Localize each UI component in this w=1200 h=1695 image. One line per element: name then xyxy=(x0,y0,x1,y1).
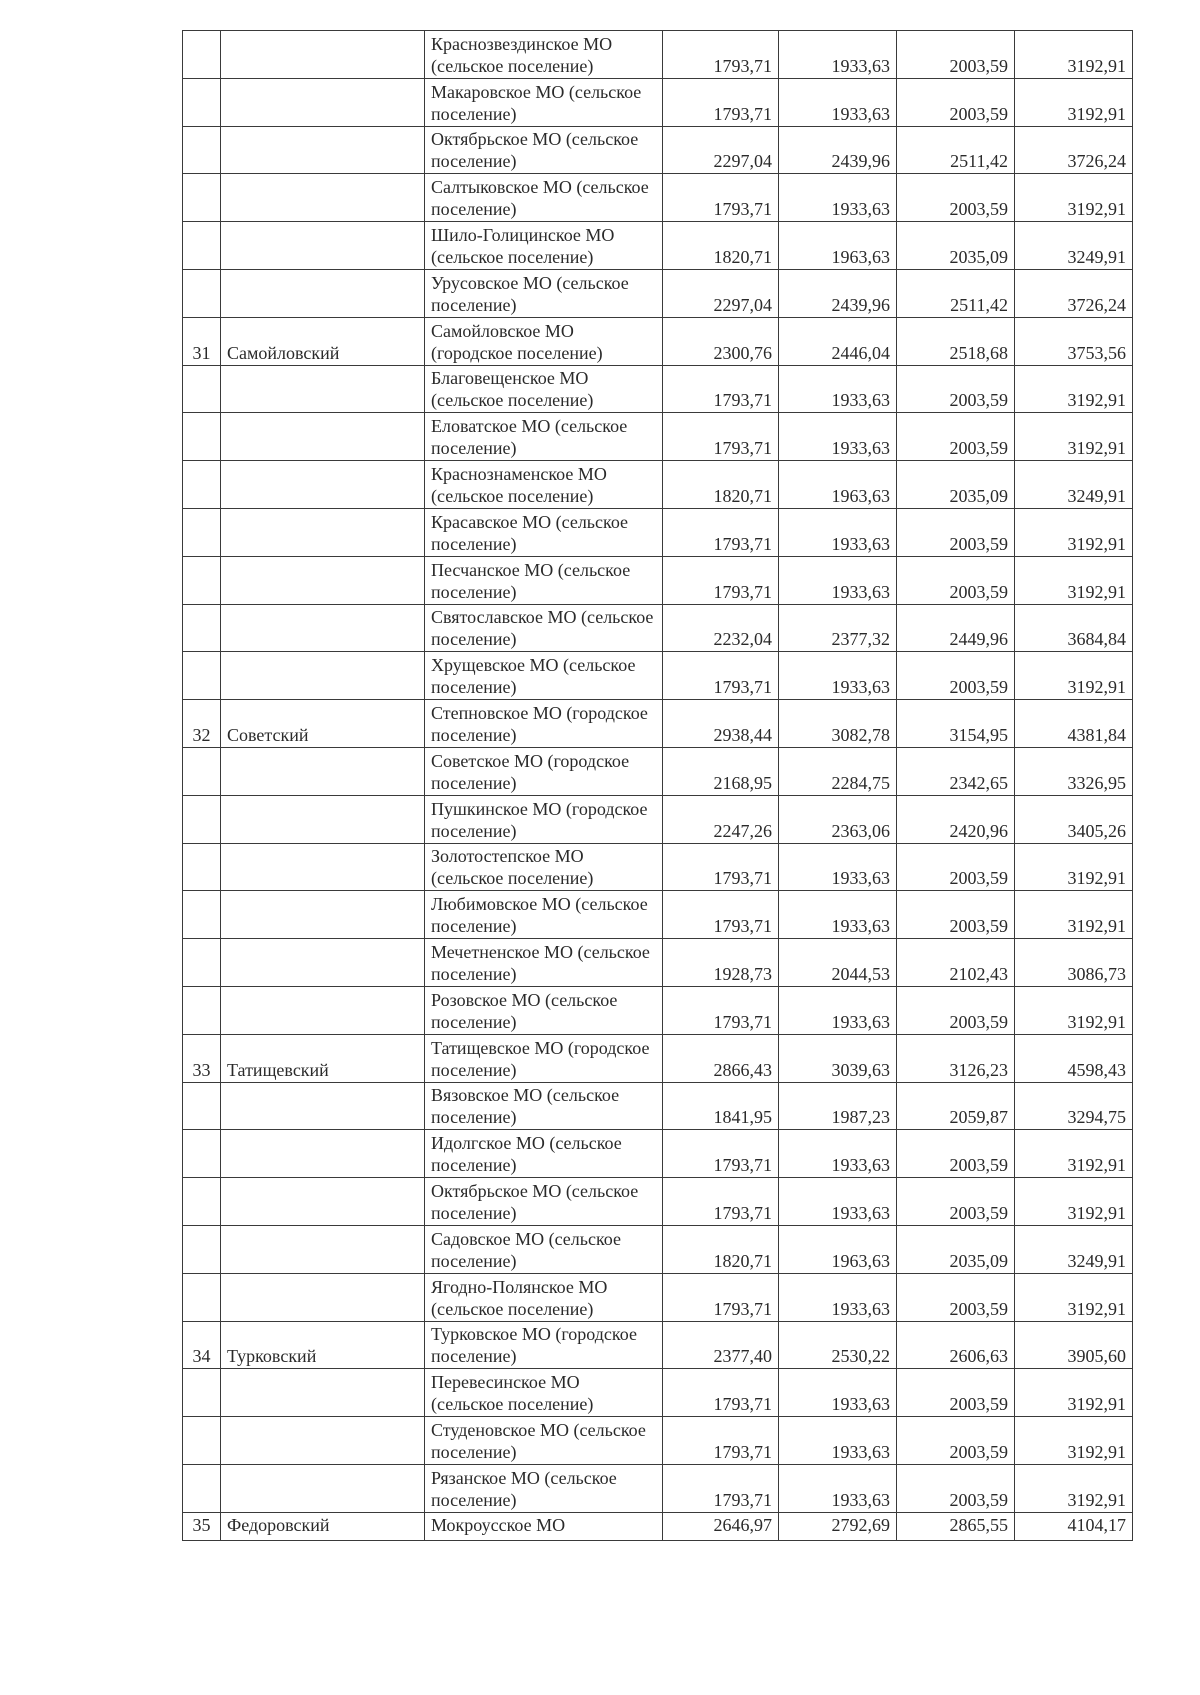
value-cell-4: 3726,24 xyxy=(1015,269,1133,317)
value-cell-1: 1793,71 xyxy=(663,78,779,126)
table-row xyxy=(183,461,1133,509)
value-cell-1: 1793,71 xyxy=(663,413,779,461)
row-number-cell xyxy=(183,269,221,317)
value-cell-4: 3192,91 xyxy=(1015,843,1133,891)
value-cell-3: 3126,23 xyxy=(897,1034,1015,1082)
value-cell-2: 1933,63 xyxy=(779,891,897,939)
value-cell-1: 1793,71 xyxy=(663,843,779,891)
row-number-cell xyxy=(183,604,221,652)
value-cell-3: 2003,59 xyxy=(897,413,1015,461)
value-cell-2: 2446,04 xyxy=(779,317,897,365)
table-row xyxy=(183,365,1133,413)
district-cell xyxy=(221,652,425,700)
value-cell-1: 1793,71 xyxy=(663,508,779,556)
district-cell xyxy=(221,1273,425,1321)
table-row xyxy=(183,843,1133,891)
value-cell-1: 1793,71 xyxy=(663,1178,779,1226)
district-cell xyxy=(221,1417,425,1465)
district-cell xyxy=(221,986,425,1034)
value-cell-1: 1793,71 xyxy=(663,986,779,1034)
district-cell xyxy=(221,126,425,174)
row-number-cell xyxy=(183,747,221,795)
value-cell-4: 3249,91 xyxy=(1015,461,1133,509)
district-cell: Советский xyxy=(221,700,425,748)
municipality-cell: Советское МО (городское поселение) xyxy=(425,747,663,795)
value-cell-3: 2035,09 xyxy=(897,1225,1015,1273)
row-number-cell xyxy=(183,795,221,843)
value-cell-3: 2003,59 xyxy=(897,1178,1015,1226)
value-cell-4: 3294,75 xyxy=(1015,1082,1133,1130)
value-cell-4: 3192,91 xyxy=(1015,986,1133,1034)
row-number-cell xyxy=(183,843,221,891)
value-cell-3: 2518,68 xyxy=(897,317,1015,365)
district-cell xyxy=(221,747,425,795)
row-number-cell xyxy=(183,365,221,413)
value-cell-2: 1933,63 xyxy=(779,652,897,700)
value-cell-1: 1793,71 xyxy=(663,556,779,604)
value-cell-2: 2377,32 xyxy=(779,604,897,652)
table-row xyxy=(183,1464,1133,1512)
value-cell-2: 1933,63 xyxy=(779,1369,897,1417)
district-cell xyxy=(221,556,425,604)
table-row xyxy=(183,1130,1133,1178)
row-number-cell xyxy=(183,78,221,126)
value-cell-2: 1933,63 xyxy=(779,1178,897,1226)
table-row xyxy=(183,652,1133,700)
value-cell-3: 2003,59 xyxy=(897,1369,1015,1417)
value-cell-3: 2003,59 xyxy=(897,556,1015,604)
value-cell-2: 1933,63 xyxy=(779,1273,897,1321)
value-cell-4: 3192,91 xyxy=(1015,1273,1133,1321)
value-cell-1: 2232,04 xyxy=(663,604,779,652)
value-cell-4: 3192,91 xyxy=(1015,1178,1133,1226)
value-cell-1: 1793,71 xyxy=(663,31,779,79)
value-cell-2: 2439,96 xyxy=(779,126,897,174)
value-cell-2: 1963,63 xyxy=(779,222,897,270)
row-number-cell xyxy=(183,1417,221,1465)
value-cell-1: 1793,71 xyxy=(663,891,779,939)
municipality-cell: Степновское МО (городское поселение) xyxy=(425,700,663,748)
value-cell-3: 2420,96 xyxy=(897,795,1015,843)
value-cell-3: 2003,59 xyxy=(897,1273,1015,1321)
value-cell-4: 3192,91 xyxy=(1015,78,1133,126)
row-number-cell xyxy=(183,126,221,174)
value-cell-2: 1933,63 xyxy=(779,986,897,1034)
value-cell-3: 2342,65 xyxy=(897,747,1015,795)
municipality-cell: Розовское МО (сельское поселение) xyxy=(425,986,663,1034)
value-cell-2: 1933,63 xyxy=(779,1464,897,1512)
value-cell-4: 3192,91 xyxy=(1015,652,1133,700)
value-cell-3: 2003,59 xyxy=(897,31,1015,79)
municipality-cell: Краснознаменское МО (сельское поселение) xyxy=(425,461,663,509)
value-cell-2: 2792,69 xyxy=(779,1512,897,1540)
table-row xyxy=(183,795,1133,843)
value-cell-2: 1933,63 xyxy=(779,1417,897,1465)
value-cell-3: 2003,59 xyxy=(897,986,1015,1034)
municipality-cell: Благовещенское МО (сельское поселение) xyxy=(425,365,663,413)
district-cell xyxy=(221,1178,425,1226)
district-cell: Федоровский xyxy=(221,1512,425,1540)
row-number-cell xyxy=(183,413,221,461)
row-number-cell xyxy=(183,508,221,556)
value-cell-3: 2003,59 xyxy=(897,508,1015,556)
value-cell-4: 3905,60 xyxy=(1015,1321,1133,1369)
value-cell-3: 2003,59 xyxy=(897,891,1015,939)
district-cell xyxy=(221,1369,425,1417)
value-cell-4: 4381,84 xyxy=(1015,700,1133,748)
value-cell-4: 3726,24 xyxy=(1015,126,1133,174)
value-cell-4: 4104,17 xyxy=(1015,1512,1133,1540)
municipality-cell: Хрущевское МО (сельское поселение) xyxy=(425,652,663,700)
district-cell xyxy=(221,939,425,987)
value-cell-1: 1820,71 xyxy=(663,461,779,509)
municipality-cell: Октябрьское МО (сельское поселение) xyxy=(425,1178,663,1226)
value-cell-4: 3192,91 xyxy=(1015,556,1133,604)
value-cell-3: 2003,59 xyxy=(897,652,1015,700)
value-cell-2: 3082,78 xyxy=(779,700,897,748)
table-row xyxy=(183,891,1133,939)
value-cell-3: 2449,96 xyxy=(897,604,1015,652)
value-cell-3: 2003,59 xyxy=(897,843,1015,891)
municipality-cell: Еловатское МО (сельское поселение) xyxy=(425,413,663,461)
value-cell-2: 3039,63 xyxy=(779,1034,897,1082)
municipality-cell: Татищевское МО (городское поселение) xyxy=(425,1034,663,1082)
district-cell xyxy=(221,365,425,413)
value-cell-1: 2247,26 xyxy=(663,795,779,843)
tariff-table xyxy=(182,30,1133,1541)
municipality-cell: Ягодно-Полянское МО (сельское поселение) xyxy=(425,1273,663,1321)
value-cell-1: 2646,97 xyxy=(663,1512,779,1540)
value-cell-1: 2377,40 xyxy=(663,1321,779,1369)
value-cell-3: 3154,95 xyxy=(897,700,1015,748)
value-cell-4: 3192,91 xyxy=(1015,413,1133,461)
municipality-cell: Мечетненское МО (сельское поселение) xyxy=(425,939,663,987)
value-cell-1: 1793,71 xyxy=(663,1417,779,1465)
municipality-cell: Пушкинское МО (городское поселение) xyxy=(425,795,663,843)
table-row xyxy=(183,556,1133,604)
district-cell xyxy=(221,795,425,843)
value-cell-3: 2511,42 xyxy=(897,126,1015,174)
municipality-cell: Урусовское МО (сельское поселение) xyxy=(425,269,663,317)
value-cell-1: 2300,76 xyxy=(663,317,779,365)
value-cell-2: 1933,63 xyxy=(779,78,897,126)
value-cell-2: 1987,23 xyxy=(779,1082,897,1130)
district-cell: Татищевский xyxy=(221,1034,425,1082)
value-cell-1: 1928,73 xyxy=(663,939,779,987)
table-row xyxy=(183,1369,1133,1417)
district-cell xyxy=(221,31,425,79)
municipality-cell: Золотостепское МО (сельское поселение) xyxy=(425,843,663,891)
row-number-cell xyxy=(183,222,221,270)
value-cell-3: 2606,63 xyxy=(897,1321,1015,1369)
value-cell-4: 3326,95 xyxy=(1015,747,1133,795)
row-number-cell xyxy=(183,939,221,987)
row-number-cell xyxy=(183,1178,221,1226)
table-row xyxy=(183,508,1133,556)
value-cell-3: 2003,59 xyxy=(897,1417,1015,1465)
table-row xyxy=(183,78,1133,126)
municipality-cell: Садовское МО (сельское поселение) xyxy=(425,1225,663,1273)
municipality-cell: Краснозвездинское МО (сельское поселение) xyxy=(425,31,663,79)
district-cell xyxy=(221,1464,425,1512)
row-number-cell: 34 xyxy=(183,1321,221,1369)
value-cell-4: 3192,91 xyxy=(1015,1369,1133,1417)
district-cell xyxy=(221,1082,425,1130)
value-cell-3: 2035,09 xyxy=(897,222,1015,270)
district-cell xyxy=(221,891,425,939)
value-cell-3: 2059,87 xyxy=(897,1082,1015,1130)
value-cell-2: 1933,63 xyxy=(779,31,897,79)
row-number-cell xyxy=(183,1225,221,1273)
value-cell-2: 2044,53 xyxy=(779,939,897,987)
value-cell-4: 3086,73 xyxy=(1015,939,1133,987)
table-row xyxy=(183,317,1133,365)
value-cell-3: 2865,55 xyxy=(897,1512,1015,1540)
value-cell-4: 3249,91 xyxy=(1015,1225,1133,1273)
row-number-cell xyxy=(183,1369,221,1417)
municipality-cell: Мокроусское МО xyxy=(425,1512,663,1540)
municipality-cell: Святославское МО (сельское поселение) xyxy=(425,604,663,652)
value-cell-3: 2003,59 xyxy=(897,1464,1015,1512)
table-row xyxy=(183,1034,1133,1082)
table-row xyxy=(183,1321,1133,1369)
table-row xyxy=(183,1082,1133,1130)
value-cell-2: 1933,63 xyxy=(779,174,897,222)
value-cell-1: 2866,43 xyxy=(663,1034,779,1082)
value-cell-3: 2035,09 xyxy=(897,461,1015,509)
value-cell-3: 2102,43 xyxy=(897,939,1015,987)
district-cell xyxy=(221,508,425,556)
row-number-cell xyxy=(183,556,221,604)
value-cell-3: 2003,59 xyxy=(897,365,1015,413)
value-cell-2: 2363,06 xyxy=(779,795,897,843)
row-number-cell xyxy=(183,461,221,509)
value-cell-2: 1933,63 xyxy=(779,1130,897,1178)
district-cell xyxy=(221,269,425,317)
table-row xyxy=(183,174,1133,222)
district-cell xyxy=(221,78,425,126)
value-cell-2: 1933,63 xyxy=(779,413,897,461)
value-cell-4: 3753,56 xyxy=(1015,317,1133,365)
value-cell-4: 3192,91 xyxy=(1015,174,1133,222)
table-row xyxy=(183,604,1133,652)
municipality-cell: Шило-Голицинское МО (сельское поселение) xyxy=(425,222,663,270)
value-cell-4: 4598,43 xyxy=(1015,1034,1133,1082)
municipality-cell: Перевесинское МО (сельское поселение) xyxy=(425,1369,663,1417)
value-cell-2: 1963,63 xyxy=(779,461,897,509)
value-cell-4: 3192,91 xyxy=(1015,365,1133,413)
district-cell xyxy=(221,843,425,891)
value-cell-4: 3192,91 xyxy=(1015,508,1133,556)
municipality-cell: Самойловское МО (городское поселение) xyxy=(425,317,663,365)
district-cell xyxy=(221,604,425,652)
municipality-cell: Салтыковское МО (сельское поселение) xyxy=(425,174,663,222)
row-number-cell xyxy=(183,1273,221,1321)
row-number-cell xyxy=(183,891,221,939)
row-number-cell: 35 xyxy=(183,1512,221,1540)
table-row xyxy=(183,126,1133,174)
value-cell-3: 2003,59 xyxy=(897,1130,1015,1178)
district-cell: Самойловский xyxy=(221,317,425,365)
row-number-cell: 31 xyxy=(183,317,221,365)
municipality-cell: Студеновское МО (сельское поселение) xyxy=(425,1417,663,1465)
value-cell-1: 1793,71 xyxy=(663,652,779,700)
value-cell-2: 2439,96 xyxy=(779,269,897,317)
table-row xyxy=(183,986,1133,1034)
municipality-cell: Макаровское МО (сельское поселение) xyxy=(425,78,663,126)
value-cell-4: 3192,91 xyxy=(1015,31,1133,79)
district-cell xyxy=(221,1225,425,1273)
value-cell-2: 1963,63 xyxy=(779,1225,897,1273)
municipality-cell: Рязанское МО (сельское поселение) xyxy=(425,1464,663,1512)
table-row xyxy=(183,413,1133,461)
value-cell-4: 3192,91 xyxy=(1015,891,1133,939)
value-cell-1: 1793,71 xyxy=(663,1464,779,1512)
value-cell-4: 3192,91 xyxy=(1015,1130,1133,1178)
value-cell-3: 2511,42 xyxy=(897,269,1015,317)
district-cell: Турковский xyxy=(221,1321,425,1369)
table-row xyxy=(183,700,1133,748)
row-number-cell: 32 xyxy=(183,700,221,748)
value-cell-1: 2168,95 xyxy=(663,747,779,795)
value-cell-4: 3249,91 xyxy=(1015,222,1133,270)
table-row xyxy=(183,31,1133,79)
value-cell-1: 1793,71 xyxy=(663,1369,779,1417)
value-cell-1: 1793,71 xyxy=(663,1273,779,1321)
value-cell-2: 1933,63 xyxy=(779,365,897,413)
table-row xyxy=(183,1417,1133,1465)
value-cell-2: 1933,63 xyxy=(779,556,897,604)
row-number-cell: 33 xyxy=(183,1034,221,1082)
value-cell-1: 1793,71 xyxy=(663,365,779,413)
value-cell-4: 3684,84 xyxy=(1015,604,1133,652)
municipality-cell: Песчанское МО (сельское поселение) xyxy=(425,556,663,604)
table-row xyxy=(183,1273,1133,1321)
municipality-cell: Идолгское МО (сельское поселение) xyxy=(425,1130,663,1178)
value-cell-4: 3192,91 xyxy=(1015,1417,1133,1465)
tariff-table-body xyxy=(183,31,1133,1541)
table-row xyxy=(183,269,1133,317)
value-cell-1: 2938,44 xyxy=(663,700,779,748)
value-cell-3: 2003,59 xyxy=(897,174,1015,222)
value-cell-1: 1793,71 xyxy=(663,174,779,222)
table-row xyxy=(183,747,1133,795)
row-number-cell xyxy=(183,986,221,1034)
value-cell-1: 1820,71 xyxy=(663,1225,779,1273)
value-cell-2: 2284,75 xyxy=(779,747,897,795)
municipality-cell: Красавское МО (сельское поселение) xyxy=(425,508,663,556)
value-cell-2: 1933,63 xyxy=(779,508,897,556)
table-row xyxy=(183,939,1133,987)
district-cell xyxy=(221,222,425,270)
district-cell xyxy=(221,413,425,461)
row-number-cell xyxy=(183,174,221,222)
row-number-cell xyxy=(183,1464,221,1512)
table-row xyxy=(183,1225,1133,1273)
value-cell-2: 2530,22 xyxy=(779,1321,897,1369)
district-cell xyxy=(221,461,425,509)
value-cell-4: 3405,26 xyxy=(1015,795,1133,843)
table-row xyxy=(183,1512,1133,1540)
value-cell-3: 2003,59 xyxy=(897,78,1015,126)
value-cell-1: 1820,71 xyxy=(663,222,779,270)
row-number-cell xyxy=(183,652,221,700)
value-cell-1: 2297,04 xyxy=(663,126,779,174)
table-row xyxy=(183,1178,1133,1226)
municipality-cell: Любимовское МО (сельское поселение) xyxy=(425,891,663,939)
row-number-cell xyxy=(183,1130,221,1178)
row-number-cell xyxy=(183,1082,221,1130)
row-number-cell xyxy=(183,31,221,79)
municipality-cell: Турковское МО (городское поселение) xyxy=(425,1321,663,1369)
municipality-cell: Вязовское МО (сельское поселение) xyxy=(425,1082,663,1130)
table-row xyxy=(183,222,1133,270)
municipality-cell: Октябрьское МО (сельское поселение) xyxy=(425,126,663,174)
district-cell xyxy=(221,174,425,222)
value-cell-1: 1841,95 xyxy=(663,1082,779,1130)
value-cell-2: 1933,63 xyxy=(779,843,897,891)
value-cell-4: 3192,91 xyxy=(1015,1464,1133,1512)
value-cell-1: 1793,71 xyxy=(663,1130,779,1178)
value-cell-1: 2297,04 xyxy=(663,269,779,317)
district-cell xyxy=(221,1130,425,1178)
